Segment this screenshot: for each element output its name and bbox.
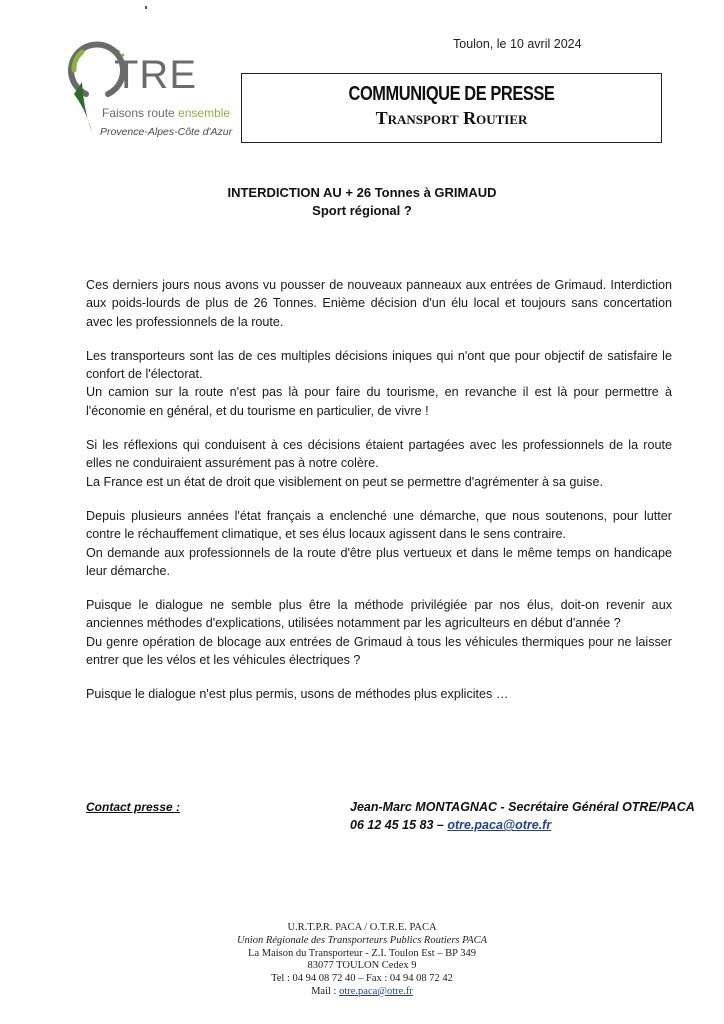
logo-region: Provence-Alpes-Côte d'Azur xyxy=(100,126,233,138)
footer-line3: La Maison du Transporteur - Z.I. Toulon Est – BP 349 xyxy=(248,947,476,959)
paragraph-6-text: Puisque le dialogue n'est plus permis, usons de méthodes plus explicites … xyxy=(86,687,509,702)
logo-tagline-highlight: ensemble xyxy=(178,106,231,120)
footer-mail-label: Mail : xyxy=(311,985,337,997)
headline xyxy=(0,184,724,220)
press-release-subtitle: Transport Routier xyxy=(375,108,528,128)
paragraph-4 xyxy=(86,507,672,580)
logo-tagline-prefix: Faisons route xyxy=(102,106,175,120)
footer xyxy=(0,922,724,999)
footer-line2: Union Régionale des Transporteurs Publics Routiers PACA xyxy=(236,934,488,946)
footer-mail-link[interactable]: otre.paca@otre.fr xyxy=(339,985,413,997)
headline-line2: Sport régional ? xyxy=(312,203,412,218)
footer-line4: 83077 TOULON Cedex 9 xyxy=(307,960,417,972)
paragraph-2 xyxy=(86,347,672,420)
paragraph-2-text-b: Un camion sur la route n'est pas là pour faire du tourisme, en revanche il est là pour permettre à l'économie en général, et du tourisme en particulier, de vivre ! xyxy=(86,385,672,418)
paragraph-5-text-a: Puisque le dialogue ne semble plus être la méthode privilégiée par nos élus, doit-on revenir aux anciennes méthodes d'explications, utilisées notamment par les agriculteurs en début d'année ? xyxy=(86,598,672,631)
paragraph-1-text: Ces derniers jours nous avons vu pousser de nouveaux panneaux aux entrées de Grimaud. Interdiction aux poids-lourds de plus de 26 Tonnes. Enième décision d'un élu local et toujours sans concertation avec les professionnels de la route. xyxy=(86,278,672,329)
paragraph-3 xyxy=(86,436,672,491)
paragraph-6 xyxy=(86,685,672,703)
contact-phone: 06 12 45 15 83 – xyxy=(350,818,444,832)
paragraph-1 xyxy=(86,276,672,331)
contact-name: Jean-Marc MONTAGNAC - Secrétaire Général OTRE/PACA xyxy=(350,800,695,814)
paragraph-3-text-a: Si les réflexions qui conduisent à ces décisions étaient partagées avec les professionnels de la route elles ne conduiraient assurément pas à notre colère. xyxy=(86,438,672,471)
document-date: Toulon, le 10 avril 2024 xyxy=(453,37,582,51)
paragraph-2-text-a: Les transporteurs sont las de ces multiples décisions iniques qui n'ont que pour objectif de satisfaire le confort de l'électorat. xyxy=(86,348,672,382)
press-release-title: COMMUNIQUE DE PRESSE xyxy=(348,83,555,105)
footer-mail-line xyxy=(0,986,724,999)
paragraph-4-text-a: Depuis plusieurs années l'état français a enclenché une démarche, que nous soutenons, pour lutter contre le réchauffement climatique, et ses élus locaux agissent dans le sens contraire. xyxy=(86,508,672,542)
paragraph-3-text-b: La France est un état de droit que visiblement on peut se permettre d'agrémenter à sa guise. xyxy=(86,474,603,489)
footer-line1: U.R.T.P.R. PACA / O.T.R.E. PACA xyxy=(287,922,437,933)
press-release-box xyxy=(241,73,662,143)
logo-letters: TRE xyxy=(114,53,197,97)
otre-logo xyxy=(52,32,232,152)
scan-mark xyxy=(145,6,147,9)
press-body xyxy=(86,276,672,720)
paragraph-5 xyxy=(86,596,672,669)
footer-line5: Tel : 04 94 08 72 40 – Fax : 04 94 08 72 42 xyxy=(271,973,453,985)
logo-tagline xyxy=(102,106,230,120)
paragraph-5-text-b: Du genre opération de blocage aux entrées de Grimaud à tous les véhicules thermiques pour ne laisser entrer que les vélos et les véhicules électriques ? xyxy=(86,634,672,668)
contact-email-link[interactable]: otre.paca@otre.fr xyxy=(447,818,552,832)
contact-label: Contact presse : xyxy=(86,800,181,814)
paragraph-4-text-b: On demande aux professionnels de la route d'être plus vertueux et dans le même temps on handicape leur démarche. xyxy=(86,545,672,578)
headline-line1: INTERDICTION AU + 26 Tonnes à GRIMAUD xyxy=(227,185,497,200)
contact-phone-line xyxy=(350,818,551,832)
